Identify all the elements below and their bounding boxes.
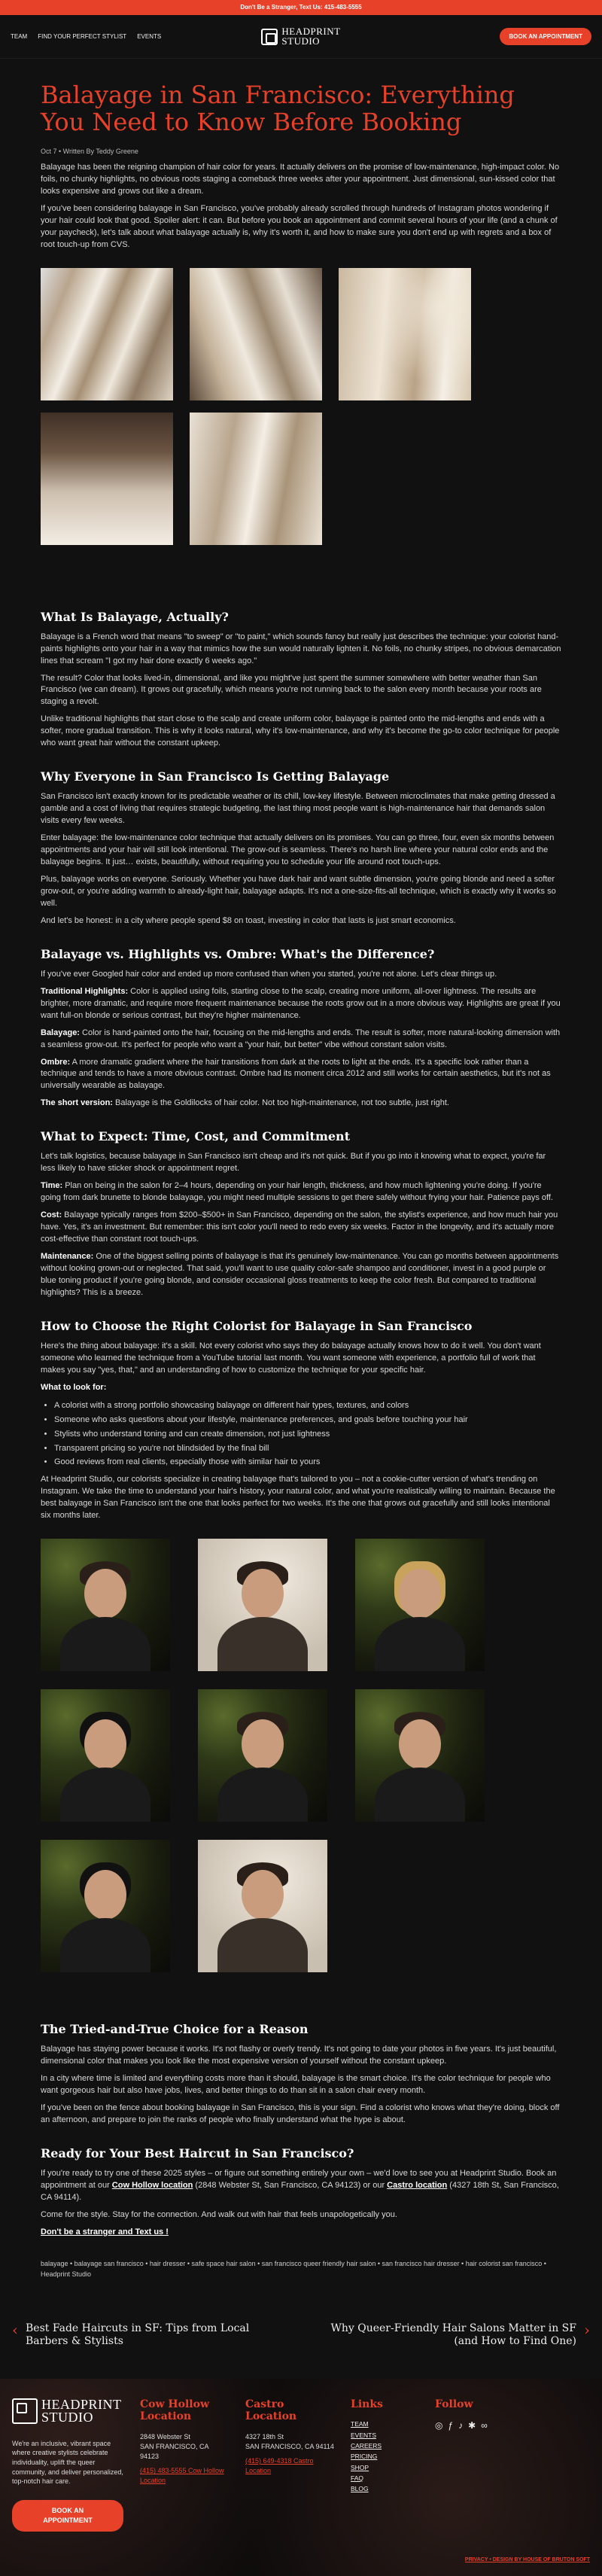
section-heading: How to Choose the Right Colorist for Balayage in San Francisco [41,1318,473,1333]
definition-text: Color is applied using foils, starting close to the scalp, creating more uniform, all-over lightness. The results are brighter, more dramatic, and require more frequent maintenance because the roots grow out in a more obvious way. Highlights are great if you want full-on blonde or serious contrast, but they're higher maintenance. [41,986,561,1020]
yelp-icon[interactable]: ✱ [468,2420,476,2431]
definition-label: Balayage: [41,1028,80,1037]
section-heading: Why Everyone in San Francisco Is Getting Balayage [41,769,390,784]
definition-label: Traditional Highlights: [41,986,129,996]
section-paragraph: Come for the style. Stay for the connection. And walk out with hair that feels unapologetically you. [41,2209,397,2219]
previous-post-title: Best Fade Haircuts in SF: Tips from Local Barbers & Stylists [26,2322,250,2348]
article [41,81,561,2280]
footer-link-blog[interactable]: BLOG [351,2485,369,2493]
stylist-photo[interactable] [198,1689,327,1822]
colorist-checklist [54,1400,561,1469]
cow-hollow-location-link[interactable]: Cow Hollow location [111,2181,193,2191]
post-navigation [0,2322,602,2349]
footer-follow [435,2398,503,2576]
list-item: • Someone who asks questions about your lifestyle, maintenance preferences, and goals before touching your hair [54,1414,561,1427]
section-paragraph: Unlike traditional highlights that start close to the scalp and create uniform color, balayage is painted onto the mid-lengths and ends with a softer, more gradual transition. This is why it looks natural, why it's low-maintenance, and why it's become the go-to color technique for people who want great hair without the constant upkeep. [41,714,560,748]
stylist-photo[interactable] [198,1539,327,1671]
logo-mark-icon [261,29,278,45]
stylist-photo[interactable] [198,1840,327,1972]
section-paragraph: San Francisco isn't exactly known for its predictable weather or its chill, low-key lifestyle. Between microclimates that make getting dressed a gamble and a cost of living that requires strategic budgeting, the last thing most people want is high-maintenance hair that demands salon visits every few weeks. [41,792,555,826]
footer-heading: Castro Location [245,2398,297,2423]
balayage-photo[interactable] [190,268,322,400]
chevron-right-icon: › [584,2320,590,2339]
section-paragraph: Balayage is a French word that means "to sweep" or "to paint," which sounds fancy but really just describes the technique: your colorist hand-paints highlights onto your hair in a way that mimics how the sun would naturally lighten it. No foils, no chunky stripes, no obvious demarcation lines that scream "I got my hair done exactly 6 weeks ago." [41,632,561,665]
balayage-photo[interactable] [41,413,173,545]
castro-phone-link[interactable]: (415) 649-4318 Castro Location [245,2457,314,2475]
logo-line-1: HEADPRINT [41,2396,122,2412]
section-heading: Balayage vs. Highlights vs. Ombre: What's the Difference? [41,946,435,961]
footer-link-careers[interactable]: CAREERS [351,2442,382,2450]
list-item: • Transparent pricing so you're not blindsided by the final bill [54,1443,561,1455]
tiktok-icon[interactable]: ♪ [458,2420,464,2431]
nav-link-find-stylist[interactable]: FIND YOUR PERFECT STYLIST [38,32,127,40]
stylist-photo[interactable] [41,1539,170,1671]
site-logo[interactable] [261,27,340,46]
definition-text: Balayage typically ranges from $200–$500+ in San Francisco, depending on the salon, the stylist's experience, and how much hair you have. Yes, it's an investment. But remember: this isn't color you'll need to redo every six weeks. Factor in the longevity, and it's actually more cost-effective than constant root touch-ups. [41,1210,558,1244]
section-paragraph: If you've ever Googled hair color and ended up more confused than when you started, you're not alone. Let's clear things up. [41,969,497,979]
definition-label: Maintenance: [41,1252,94,1262]
definition-text: One of the biggest selling points of balayage is that it's genuinely low-maintenance. You can go months between appointments without looking grown-out or neglected. That said, you'll want to use quality color-safe shampoo and conditioner, invest in a good purple or blue toning product if you're going blonde, and consider occasional gloss treatments to keep the color fresh. But compared to traditional highlights? This is a breeze. [41,1252,559,1297]
chevron-left-icon: ‹ [12,2320,18,2339]
link-icon[interactable]: ∞ [481,2420,488,2431]
section-heading: What Is Balayage, Actually? [41,609,229,624]
footer-link-team[interactable]: TEAM [351,2420,369,2428]
booking-paragraph: If you're ready to try one of these 2025 styles – or figure out something entirely your own – we'd love to see you at Headprint Studio. Book an appointment at our Cow Hollow location (2848 Webster St, San Francisco, CA 94123) or our Castro location (4327 18th St, San Francisco, CA 94114). [41,2169,559,2203]
stylist-photo[interactable] [355,1539,485,1671]
stylist-photo[interactable] [41,1840,170,1972]
list-item: • Good reviews from real clients, especially those with similar hair to yours [54,1457,561,1469]
main-nav [11,32,206,41]
definition-label: Time: [41,1181,63,1191]
address-line: SAN FRANCISCO, CA 94123 [140,2443,209,2461]
next-post-title: Why Queer-Friendly Hair Salons Matter in SF (and How to Find One) [330,2322,576,2348]
address-line: 2848 Webster St [140,2433,190,2441]
definition-item [41,1251,561,1299]
post-tags[interactable]: balayage • balayage san francisco • hair dresser • safe space hair salon • san francisco queer friendly hair salon • san francisco hair dresser • hair colorist san francisco • Headprint Studio [41,2259,546,2279]
article-title: Balayage in San Francisco: Everything You Need to Know Before Booking [41,81,515,137]
section-paragraph: And let's be honest: in a city where people spend $8 on toast, investing in color that lasts is just smart economics. [41,915,456,925]
announcement-bar[interactable]: Don't Be a Stranger, Text Us: 415-483-5555 [0,0,602,15]
list-label: What to look for: [41,1382,107,1392]
site-header [0,15,602,59]
footer-about: We're an inclusive, vibrant space where creative stylists celebrate individuality, uplift the queer community, and deliver personalized, top-notch hair care. [12,2439,123,2486]
footer-link-faq[interactable]: FAQ [351,2474,364,2482]
definition-item [41,986,561,1022]
section-paragraph: Let's talk logistics, because balayage in San Francisco isn't cheap and it's not quick. But if you go into it knowing what to expect, you're far less likely to have sticker shock or appointment regret. [41,1152,546,1174]
section-paragraph: At Headprint Studio, our colorists specialize in creating balayage that's tailored to you – not a cookie-cutter version of what's trending on Instagram. We take the time to understand your hair's history, your natural color, and what you're realistically willing to maintain. Because the best balayage in San Francisco isn't the one that looks perfect for two weeks. It's the one that grows out gracefully and still looks intentional six months later. [41,1475,555,1521]
balayage-photo[interactable] [41,268,173,400]
address-line: 4327 18th St [245,2433,284,2441]
logo-mark-icon [12,2398,38,2424]
footer-link-pricing[interactable]: PRICING [351,2453,378,2461]
footer-link-events[interactable]: EVENTS [351,2431,377,2439]
section-heading: Ready for Your Best Haircut in San Francisco? [41,2145,354,2160]
definition-item [41,1210,561,1246]
section-heading: What to Expect: Time, Cost, and Commitment [41,1129,351,1144]
definition-label: Ombre: [41,1057,71,1067]
logo-line-2: STUDIO [41,2409,93,2425]
previous-post-link[interactable] [12,2322,283,2349]
cow-hollow-phone-link[interactable]: (415) 483-5555 Cow Hollow Location [140,2467,224,2485]
instagram-icon[interactable]: ◎ [435,2420,443,2431]
footer-logo[interactable] [12,2398,123,2424]
book-appointment-button[interactable]: BOOK AN APPOINTMENT [500,28,591,46]
address-line: SAN FRANCISCO, CA 94114 [245,2443,334,2451]
stylist-photo[interactable] [355,1689,485,1822]
section-paragraph: Enter balayage: the low-maintenance color technique that actually delivers on its promises. You can go three, four, even six months between appointments and your hair will still look intentional. The grow-out is seamless. There's no harsh line where your natural color ends and the balayage begins. It just… exists, beautifully, without requiring you to schedule your life around root touch-ups. [41,833,555,867]
stylist-gallery [41,1539,561,1972]
footer-heading: Cow Hollow Location [140,2398,209,2423]
castro-location-link[interactable]: Castro location [387,2181,448,2191]
logo-line-1: HEADPRINT [281,26,341,38]
balayage-photo[interactable] [190,413,322,545]
facebook-icon[interactable]: ƒ [448,2420,454,2431]
balayage-photo[interactable] [339,268,471,400]
site-footer [0,2379,602,2576]
footer-links [351,2398,418,2576]
section-paragraph: Here's the thing about balayage: it's a skill. Not every colorist who says they do balayage actually knows how to do it well. You don't want someone who learned the technique from a YouTube tutorial last month. You want someone with experience, a portfolio full of work that makes you say "yes, that," and an understanding of how to customize the technique for your specific hair. [41,1341,541,1375]
section-paragraph: Balayage has staying power because it works. It's not flashy or overly trendy. It's not going to date your photos in five years. It's just beautiful, dimensional color that makes you look like the most expensive version of yourself without the constant upkeep. [41,2045,557,2066]
footer-cow-hollow [140,2398,229,2576]
section-paragraph: The result? Color that looks lived-in, dimensional, and like you might've just spent the summer somewhere with better weather than San Francisco (we can dream). It grows out gracefully, which means you're not running back to the salon every month because your roots are staging a revolt. [41,673,542,707]
intro-paragraph: If you've been considering balayage in San Francisco, you've probably already scrolled through hundreds of Instagram photos wondering if your hair could look that good. Spoiler alert: it can. But before you book an appointment and commit several hours of your life (and a chunk of your paycheck), let's talk about what balayage actually is, why it's worth it, and how to make sure you don't end up with regrets and a box of root touch-up from CVS. [41,203,558,249]
balayage-gallery [41,268,561,545]
footer-brand [12,2398,123,2576]
stylist-photo[interactable] [41,1689,170,1822]
definition-item [41,1180,561,1204]
nav-link-team[interactable]: TEAM [11,32,28,40]
definition-item [41,1057,561,1093]
text-us-link[interactable]: Don't be a stranger and Text us ! [41,2227,169,2236]
definition-text: Color is hand-painted onto the hair, focusing on the mid-lengths and ends. The result is softer, more natural-looking dimension with a seamless grow-out. It's perfect for people who want a "your hair, but better" vibe without constant salon visits. [41,1028,561,1049]
definition-item [41,1098,561,1110]
intro-paragraph: Balayage has been the reigning champion of hair color for years. It actually delivers on the promise of low-maintenance, high-impact color. No foils, no chunky highlights, no obvious roots staging a comeback three weeks after your appointment. Just dimensional, sun-kissed color that looks expensive and grows out like a dream. [41,162,560,196]
section-paragraph: If you've been on the fence about booking balayage in San Francisco, this is your sign. Find a colorist who knows what they're doing, block off an afternoon, and prepare to join the ranks of people who finally understand what the hype is about. [41,2103,560,2125]
definition-item [41,1028,561,1052]
definition-text: Balayage is the Goldilocks of hair color. Not too high-maintenance, not too subtle, just right. [112,1098,449,1108]
footer-castro [245,2398,334,2576]
logo-line-2: STUDIO [281,35,321,47]
footer-book-button[interactable]: BOOK AN APPOINTMENT [12,2500,123,2532]
next-post-link[interactable] [319,2322,590,2349]
section-heading: The Tried-and-True Choice for a Reason [41,2022,309,2037]
section-paragraph: In a city where time is limited and everything costs more than it should, balayage is the smart choice. It's the color technique for people who want gorgeous hair but also have jobs, lives, and better things to do than sit in a salon chair every month. [41,2074,551,2096]
list-item: • Stylists who understand toning and can create dimension, not just lightness [54,1429,561,1441]
definition-label: Cost: [41,1210,62,1220]
definition-label: The short version: [41,1098,113,1108]
list-item: • A colorist with a strong portfolio showcasing balayage on different hair types, textures, and colors [54,1400,561,1412]
definition-text: A more dramatic gradient where the hair transitions from dark at the roots to light at the ends. It's a specific look rather than a technique and tends to have a more obvious contrast. Ombre had its moment circa 2012 and still works for certain aesthetics, but it's not as universally wearable as balayage. [41,1057,551,1091]
footer-link-shop[interactable]: SHOP [351,2463,369,2471]
nav-link-events[interactable]: EVENTS [137,32,162,40]
footer-legal[interactable]: PRIVACY • DESIGN BY HOUSE OF BRUTON SOFT [464,2556,590,2562]
definition-text: Plan on being in the salon for 2–4 hours, depending on your hair length, thickness, and how much lightening you're doing. If you're going from dark brunette to blonde balayage, you might need multiple sessions to get there safely without frying your hair. Patience pays off. [41,1181,553,1203]
footer-heading: Follow [435,2398,473,2410]
article-meta: Oct 7 • Written By Teddy Greene [41,147,138,155]
footer-heading: Links [351,2398,383,2410]
section-paragraph: Plus, balayage works on everyone. Seriously. Whether you have dark hair and want subtle dimension, you're going blonde and need a softer grow-out, or you're adding warmth to already-light hair, balayage adapts. It's not a one-size-fits-all technique, which is exactly why it works so well. [41,874,556,908]
